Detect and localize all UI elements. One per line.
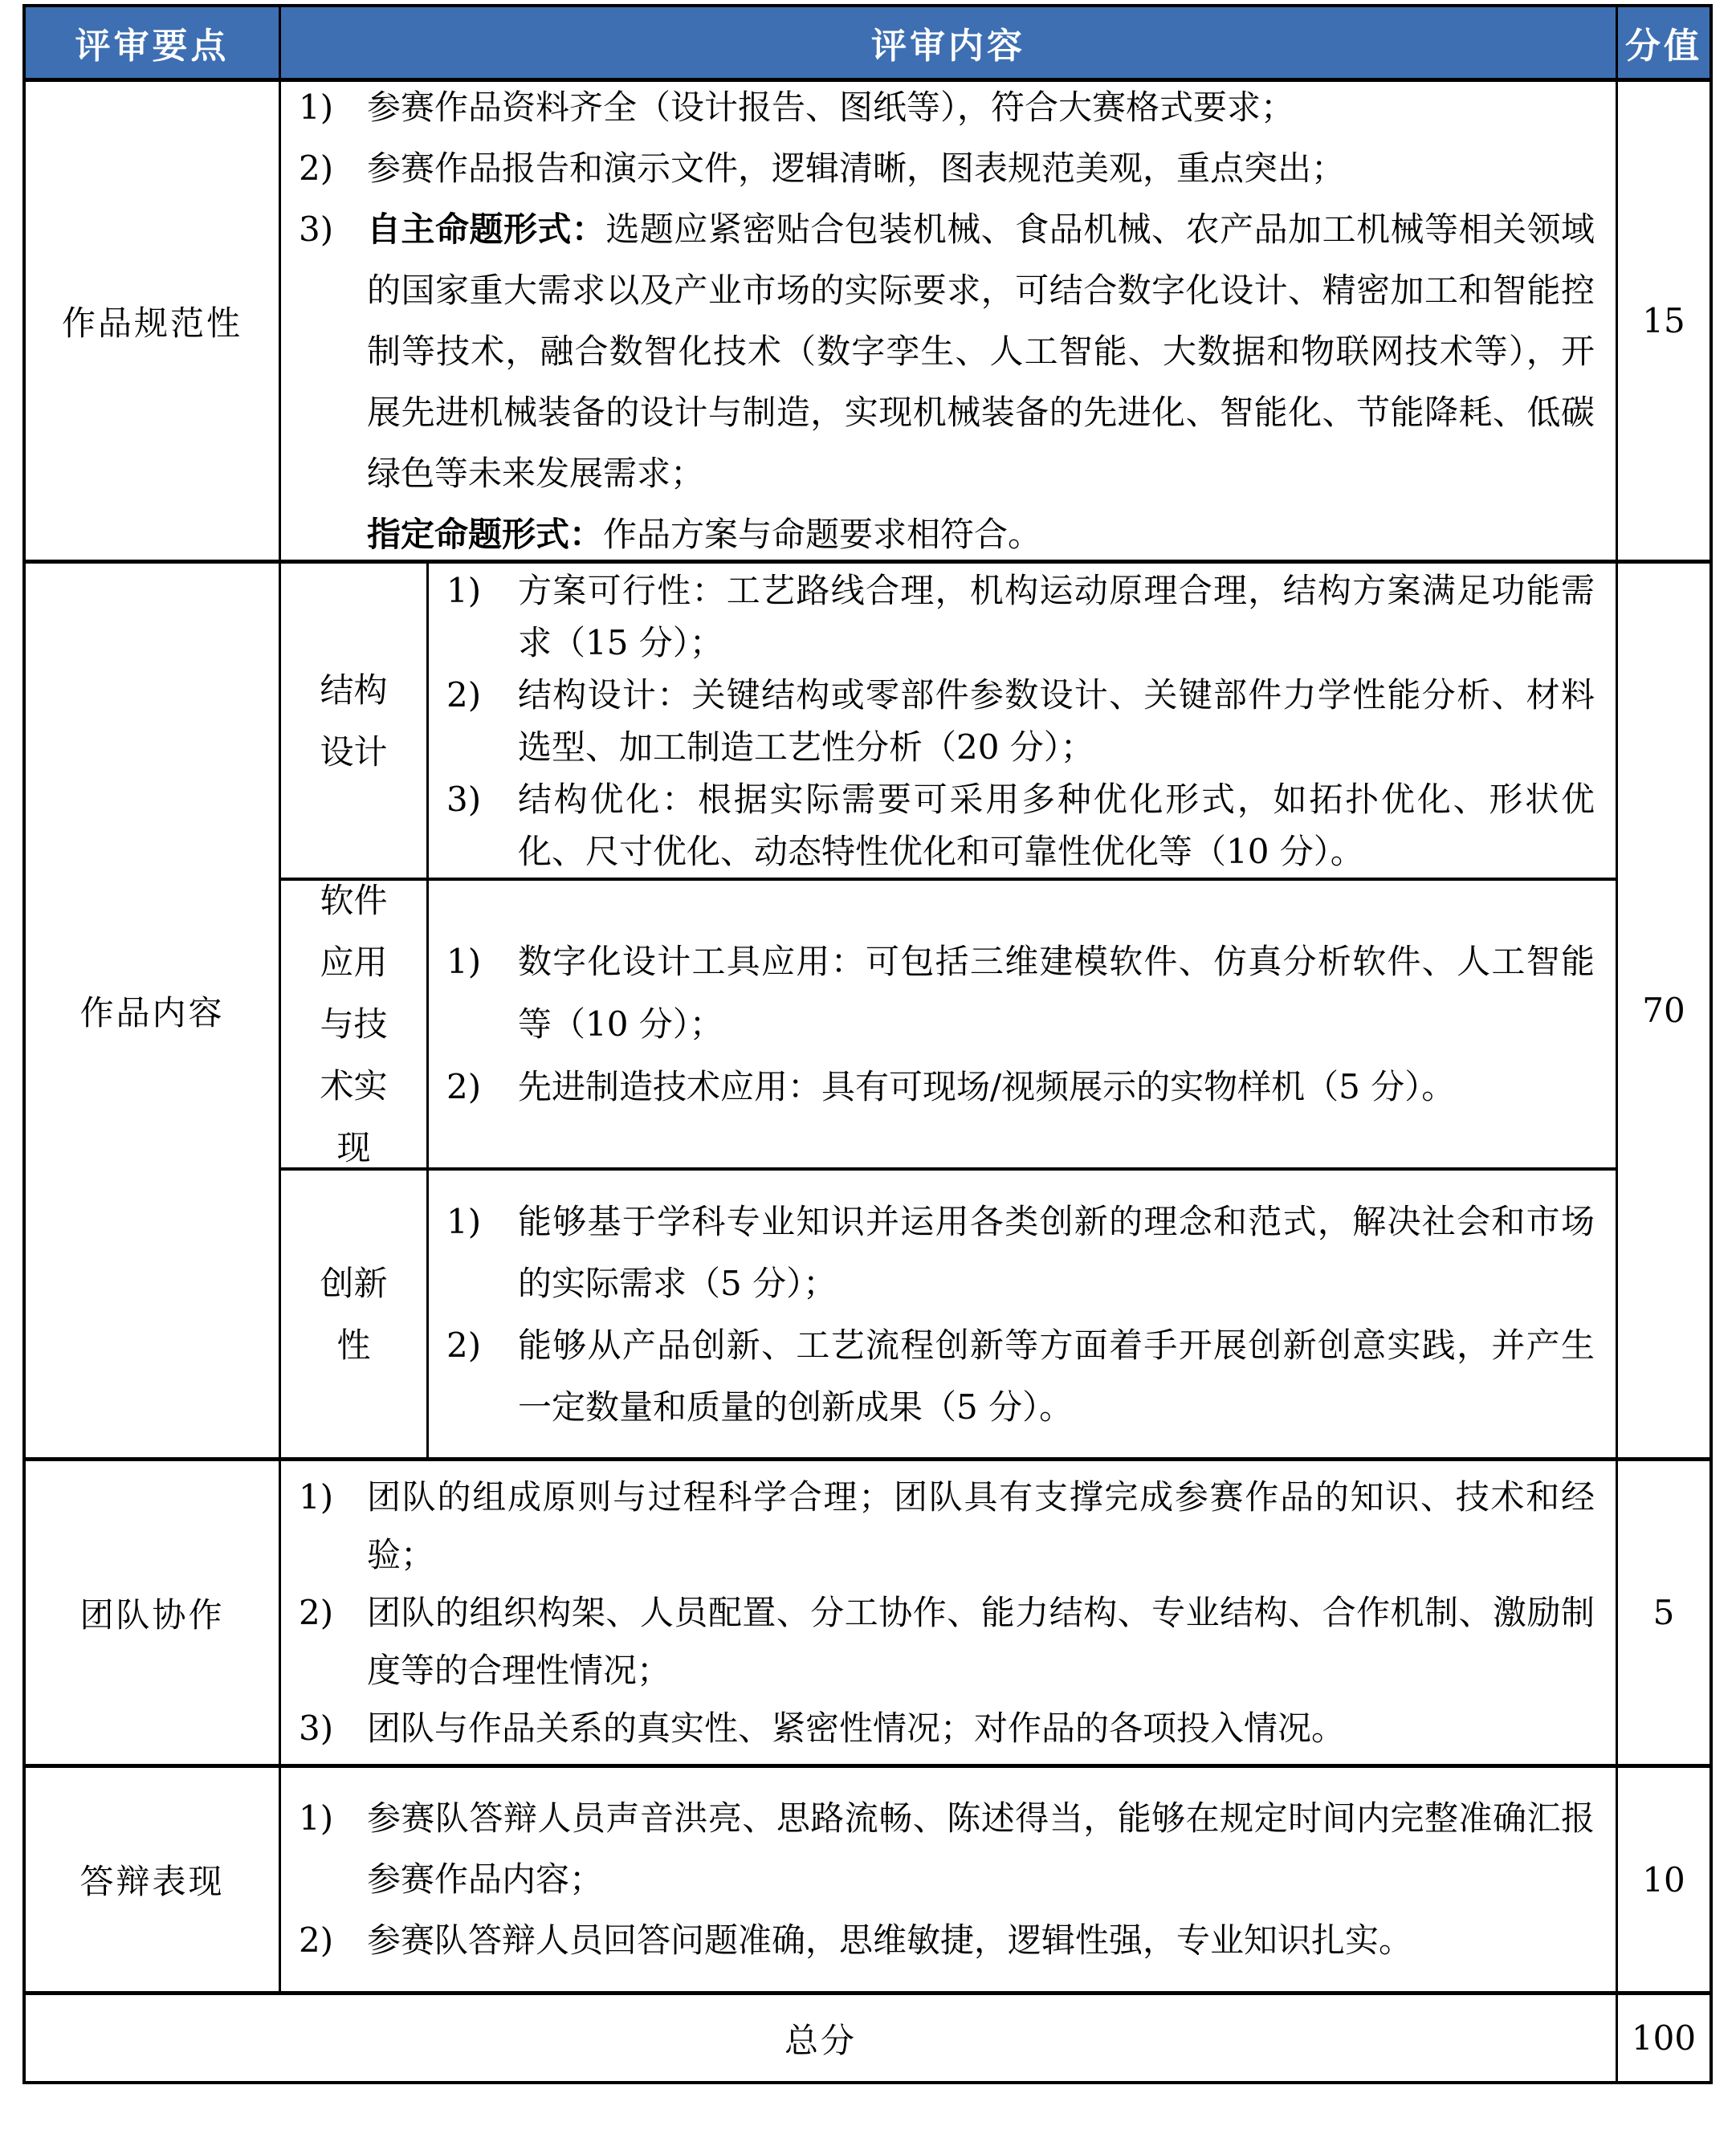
row-content (26, 560, 1710, 1457)
total-score: 100 (1616, 1995, 1710, 2081)
item-text: 能够基于学科专业知识并运用各类创新的理念和范式，解决社会和市场的实际需求（5 分）； (518, 1201, 1595, 1303)
header-cell-points: 评审要点 (26, 7, 279, 78)
list-item (281, 1910, 1616, 1971)
criteria-content-defense (279, 1768, 1616, 1991)
item-number: 1) (446, 570, 482, 610)
criteria-content-nested (279, 564, 1616, 1457)
criteria-label-content: 作品内容 (79, 992, 225, 1032)
item-number: 2) (446, 674, 482, 715)
item-number: 3) (446, 779, 482, 819)
bold-label-assigned-topic: 指定命题形式： (367, 514, 604, 554)
table-header-row (26, 7, 1710, 78)
header-cell-score: 分值 (1616, 7, 1710, 78)
list-item (429, 1056, 1616, 1118)
list-item (429, 1314, 1616, 1438)
score-content: 70 (1616, 564, 1710, 1457)
sublabel-software-application (281, 881, 426, 1167)
item-text: 结构设计：关键结构或零部件参数设计、关键部件力学性能分析、材料选型、加工制造工艺性分析（20 分）； (518, 674, 1595, 767)
total-label: 总分 (784, 2020, 857, 2060)
list-item (281, 1700, 1616, 1757)
list-item (281, 1584, 1616, 1700)
criteria-label-defense: 答辩表现 (79, 1862, 225, 1901)
list-item (281, 77, 1616, 138)
list-item (429, 564, 1616, 669)
item-text: 能够从产品创新、工艺流程创新等方面着手开展创新创意实践，并产生一定数量和质量的创新成果（5 分）。 (518, 1325, 1595, 1427)
item-number: 1) (299, 1798, 334, 1838)
item-text: 数字化设计工具应用：可包括三维建模软件、仿真分析软件、人工智能等（10 分）； (518, 941, 1595, 1044)
score-standardization: 15 (1616, 82, 1710, 560)
score-teamwork: 5 (1616, 1461, 1710, 1764)
criteria-label-teamwork: 团队协作 (79, 1594, 225, 1635)
item-number: 3) (299, 209, 334, 249)
item-text: 参赛队答辩人员声音洪亮、思路流畅、陈述得当，能够在规定时间内完整准确汇报参赛作品内容； (367, 1798, 1595, 1899)
item-number: 1) (299, 87, 334, 127)
item-text-body: 作品方案与命题要求相符合。 (603, 514, 1042, 554)
item-number: 2) (446, 1066, 482, 1106)
sublabel-text: 创新性 (320, 1263, 388, 1365)
item-number: 3) (299, 1708, 334, 1748)
item-text: 参赛队答辩人员回答问题准确，思维敏捷，逻辑性强，专业知识扎实。 (367, 1920, 1413, 1960)
subcontent-structure-design (426, 564, 1616, 878)
row-standardization (26, 78, 1710, 560)
sublabel-innovation (281, 1171, 426, 1457)
item-text: 团队的组成原则与过程科学合理；团队具有支撑完成参赛作品的知识、技术和经验； (367, 1476, 1595, 1574)
sublabel-text: 结构设计 (320, 670, 388, 772)
item-text-line (367, 504, 1595, 565)
row-teamwork (26, 1457, 1710, 1764)
item-text: 结构优化：根据实际需要可采用多种优化形式，如拓扑优化、形状优化、尺寸优化、动态特性优化和可靠性优化等（10 分）。 (518, 779, 1595, 871)
item-text: 参赛作品资料齐全（设计报告、图纸等），符合大赛格式要求； (367, 87, 1295, 127)
criteria-content-standardization (279, 82, 1616, 560)
review-criteria-table (22, 4, 1713, 2084)
list-item (429, 669, 1616, 773)
item-number: 2) (299, 1920, 334, 1960)
subcontent-innovation (426, 1171, 1616, 1457)
subcontent-software-application (426, 881, 1616, 1167)
item-number: 1) (446, 941, 482, 981)
score-defense: 10 (1616, 1768, 1710, 1991)
list-item (429, 1191, 1616, 1314)
subrow-structure-design (281, 564, 1616, 878)
header-cell-content: 评审内容 (279, 7, 1616, 78)
list-item (281, 199, 1616, 565)
item-number: 2) (299, 148, 334, 188)
sublabel-text: 软件应用与技术实现 (320, 881, 388, 1167)
item-text: 先进制造技术应用：具有可现场/视频展示的实物样机（5 分）。 (518, 1066, 1456, 1106)
item-text: 团队的组织构架、人员配置、分工协作、能力结构、专业结构、合作机制、激励制度等的合理性情况； (367, 1592, 1595, 1690)
list-item (281, 1468, 1616, 1584)
row-total (26, 1991, 1710, 2081)
sublabel-structure-design (281, 564, 426, 878)
item-number: 2) (446, 1325, 482, 1365)
list-item (429, 773, 1616, 878)
criteria-label-standardization: 作品规范性 (61, 303, 242, 343)
bold-label-self-topic: 自主命题形式： (367, 209, 606, 249)
row-defense (26, 1764, 1710, 1991)
list-item (281, 1788, 1616, 1910)
item-number: 2) (299, 1592, 334, 1632)
list-item (429, 931, 1616, 1056)
item-number: 1) (299, 1476, 334, 1517)
item-text: 团队与作品关系的真实性、紧密性情况；对作品的各项投入情况。 (367, 1708, 1346, 1748)
subrow-innovation (281, 1167, 1616, 1457)
list-item (281, 138, 1616, 199)
item-text-body: 选题应紧密贴合包装机械、食品机械、农产品加工机械等相关领域的国家重大需求以及产业市场的实际要求，可结合数字化设计、精密加工和智能控制等技术，融合数智化技术（数字孪生、人工智能、大数据和物联网技术等），开展先进机械装备的设计与制造，实现机械装备的先进化、智能化、节能降耗、低碳绿色等未来发展需求； (367, 209, 1595, 493)
item-text (367, 199, 1616, 565)
subrow-software-application (281, 878, 1616, 1167)
item-number: 1) (446, 1201, 482, 1241)
item-text: 参赛作品报告和演示文件，逻辑清晰，图表规范美观，重点突出； (367, 148, 1346, 188)
criteria-content-teamwork (279, 1461, 1616, 1764)
item-text: 方案可行性：工艺路线合理，机构运动原理合理，结构方案满足功能需求（15 分）； (518, 570, 1595, 662)
